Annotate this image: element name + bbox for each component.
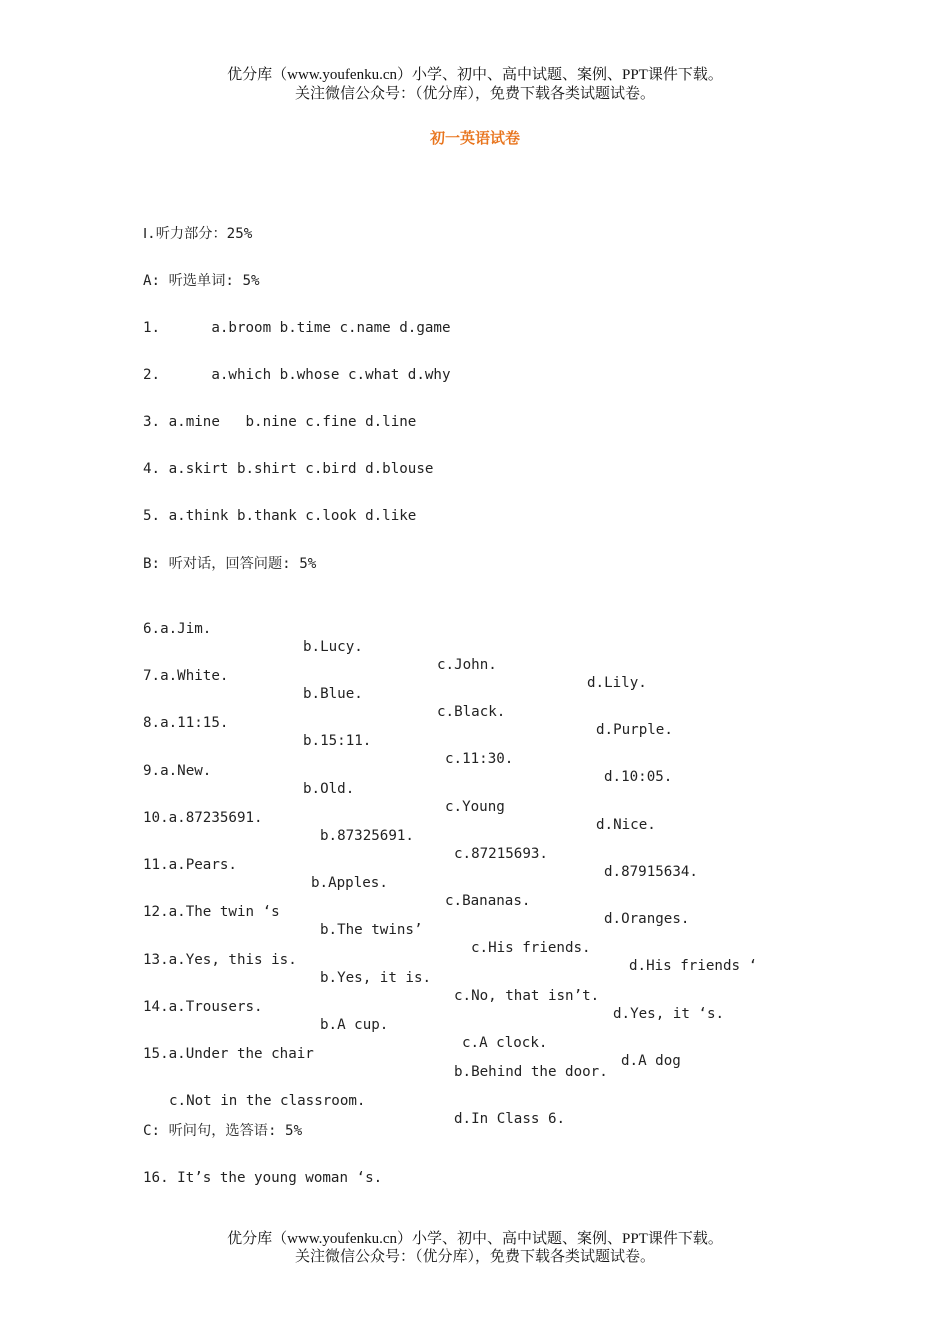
option-c: c.87215693. <box>454 846 548 862</box>
option-a: 12.a.The twin ‘s <box>143 904 280 920</box>
question-row <box>143 1074 566 1128</box>
option-b: b.87325691. <box>320 828 414 844</box>
option-b: b.Yes, it is. <box>320 970 432 986</box>
option-c: c.Bananas. <box>445 893 531 909</box>
question-line: 3. a.mine b.nine c.fine d.line <box>143 414 417 430</box>
option-d: d.A dog <box>621 1053 681 1069</box>
option-c: c.John. <box>437 657 497 673</box>
option-c: c.A clock. <box>462 1035 548 1051</box>
option-c: c.11:30. <box>445 751 514 767</box>
option-a: 6.a.Jim. <box>143 621 212 637</box>
option-c: c.Black. <box>437 704 506 720</box>
section-c-heading: C: 听问句，选答语: 5% <box>143 1123 303 1139</box>
option-c: c.Not in the classroom. <box>169 1093 366 1109</box>
option-a: 9.a.New. <box>143 763 212 779</box>
option-b: b.Apples. <box>311 875 388 891</box>
option-d: d.Nice. <box>596 817 656 833</box>
option-c: c.Young <box>445 799 505 815</box>
option-b: b.Behind the door. <box>454 1064 608 1080</box>
option-a: 14.a.Trousers. <box>143 999 263 1015</box>
question-line: 4. a.skirt b.shirt c.bird d.blouse <box>143 461 434 477</box>
option-c: c.His friends. <box>471 940 591 956</box>
option-c: c.No, that isn’t. <box>454 988 600 1004</box>
header-line-1: 优分库（www.youfenku.cn）小学、初中、高中试题、案例、PPT课件下载。 <box>227 67 723 83</box>
option-d: d.Oranges. <box>604 911 690 927</box>
option-b: b.15:11. <box>303 733 372 749</box>
option-b: b.Old. <box>303 781 355 797</box>
question-line: 16. It’s the young woman ‘s. <box>143 1170 383 1186</box>
option-d: d.In Class 6. <box>454 1111 566 1127</box>
question-line: 5. a.think b.thank c.look d.like <box>143 508 417 524</box>
question-line: 2. a.which b.whose c.what d.why <box>143 367 451 383</box>
option-d: d.His friends ‘ <box>629 958 758 974</box>
header-line-2: 关注微信公众号：（优分库），免费下载各类试题试卷。 <box>294 86 655 102</box>
option-a: 7.a.White. <box>143 668 229 684</box>
footer-line-1: 优分库（www.youfenku.cn）小学、初中、高中试题、案例、PPT课件下载。 <box>227 1231 723 1247</box>
option-d: d.Lily. <box>587 675 647 691</box>
footer-line-2: 关注微信公众号：（优分库），免费下载各类试题试卷。 <box>294 1249 655 1265</box>
option-b: b.The twins’ <box>320 922 423 938</box>
section-b-heading: B: 听对话，回答问题: 5% <box>143 556 317 572</box>
option-a: 8.a.11:15. <box>143 715 229 731</box>
option-a: 13.a.Yes, this is. <box>143 952 297 968</box>
option-d: d.Purple. <box>596 722 673 738</box>
option-d: d.87915634. <box>604 864 698 880</box>
question-line: 1. a.broom b.time c.name d.game <box>143 320 451 336</box>
page-title: 初一英语试卷 <box>429 129 520 147</box>
section-a-heading: A: 听选单词: 5% <box>143 273 260 289</box>
option-d: d.Yes, it ‘s. <box>613 1006 725 1022</box>
option-d: d.10:05. <box>604 769 673 785</box>
option-b: b.Blue. <box>303 686 363 702</box>
option-b: b.A cup. <box>320 1017 389 1033</box>
option-a: 15.a.Under the chair <box>143 1046 314 1062</box>
option-a: 10.a.87235691. <box>143 810 263 826</box>
option-a: 11.a.Pears. <box>143 857 237 873</box>
section-part1-heading: Ⅰ.听力部分：25% <box>143 226 253 242</box>
option-b: b.Lucy. <box>303 639 363 655</box>
